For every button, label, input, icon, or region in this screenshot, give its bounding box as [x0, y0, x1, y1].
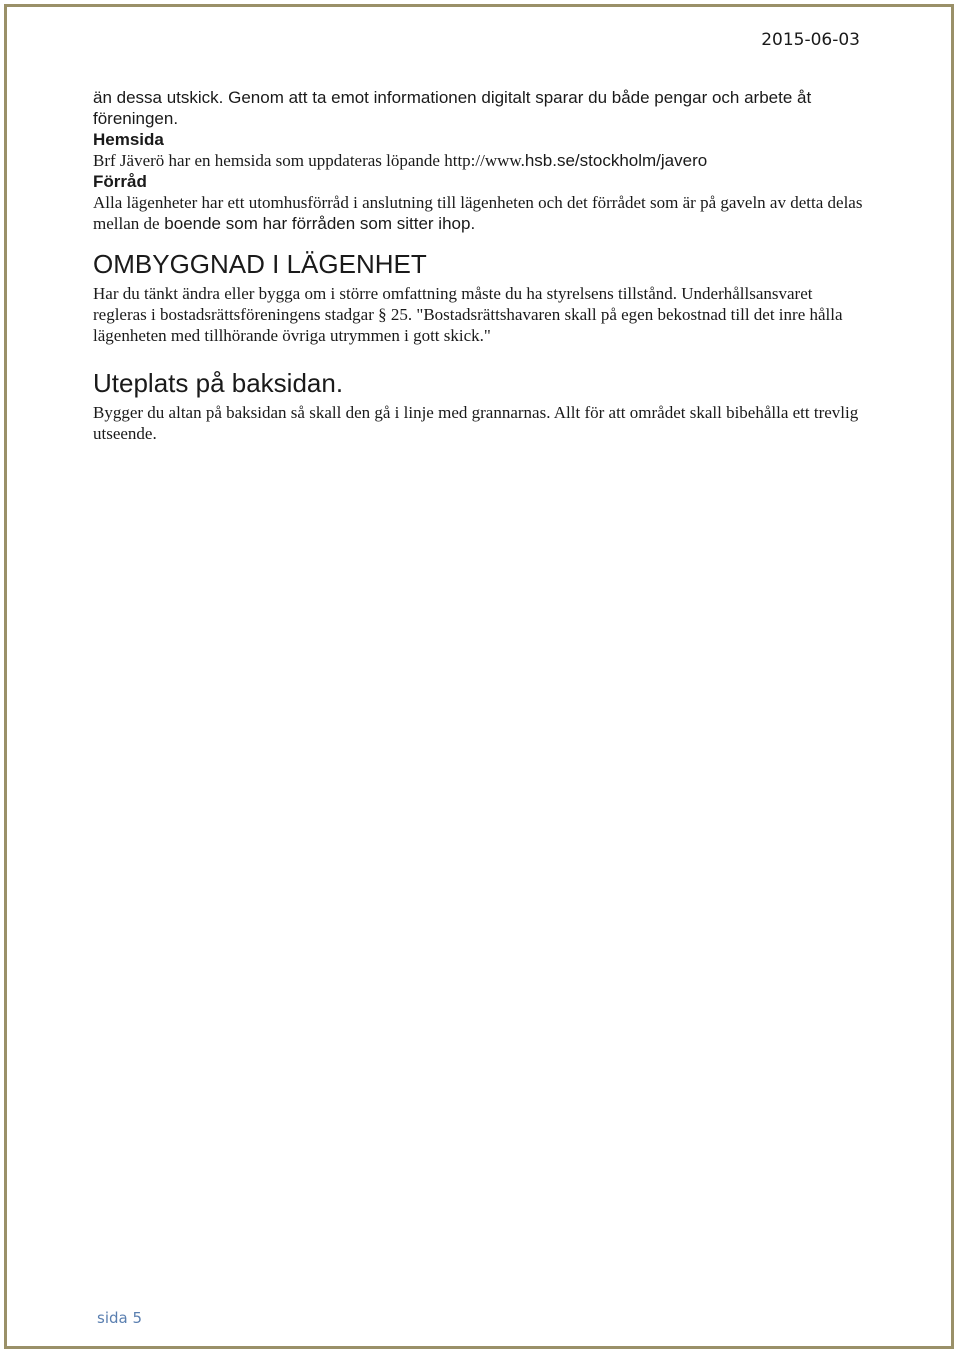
- hemsida-link[interactable]: hsb.se/stockholm/javero: [524, 151, 708, 170]
- intro-line-1: än dessa utskick. Genom att ta emot informationen digitalt sparar du både pengar och arbete åt: [93, 88, 812, 107]
- hemsida-paragraph: [93, 150, 863, 171]
- forrad-text-part2: boende som har förråden som sitter ihop.: [159, 214, 476, 233]
- page-number: sida 5: [97, 1309, 143, 1327]
- hemsida-heading: Hemsida: [93, 130, 164, 149]
- intro-paragraph: [93, 87, 863, 129]
- ombyggnad-paragraph: Har du tänkt ändra eller bygga om i större omfattning måste du ha styrelsens tillstånd. Underhållsansvaret regleras i bostadsrättsföreningens stadgar § 25. "Bostadsrättshavaren skall på egen bekostnad till det inre hålla lägenheten med tillhörande övriga utrymmen i gott skick.": [93, 284, 843, 345]
- forrad-paragraph: [93, 192, 863, 234]
- forrad-heading: Förråd: [93, 172, 147, 191]
- intro-line-2: föreningen.: [93, 109, 179, 128]
- ombyggnad-heading: OMBYGGNAD I LÄGENHET: [93, 249, 427, 279]
- header-date: 2015-06-03: [761, 30, 860, 50]
- uteplats-paragraph: Bygger du altan på baksidan så skall den gå i linje med grannarnas. Allt för att området skall bibehålla ett trevlig utseende.: [93, 403, 859, 443]
- document-body: [93, 87, 863, 444]
- hemsida-text-part1: Brf Jäverö har en hemsida som uppdateras löpande http://www.: [93, 151, 525, 170]
- uteplats-heading: Uteplats på baksidan.: [93, 368, 344, 398]
- forrad-text-part1: Alla lägenheter har ett utomhusförråd i anslutning till lägenheten och det förrådet som är på gaveln av detta delas mellan de: [93, 193, 863, 233]
